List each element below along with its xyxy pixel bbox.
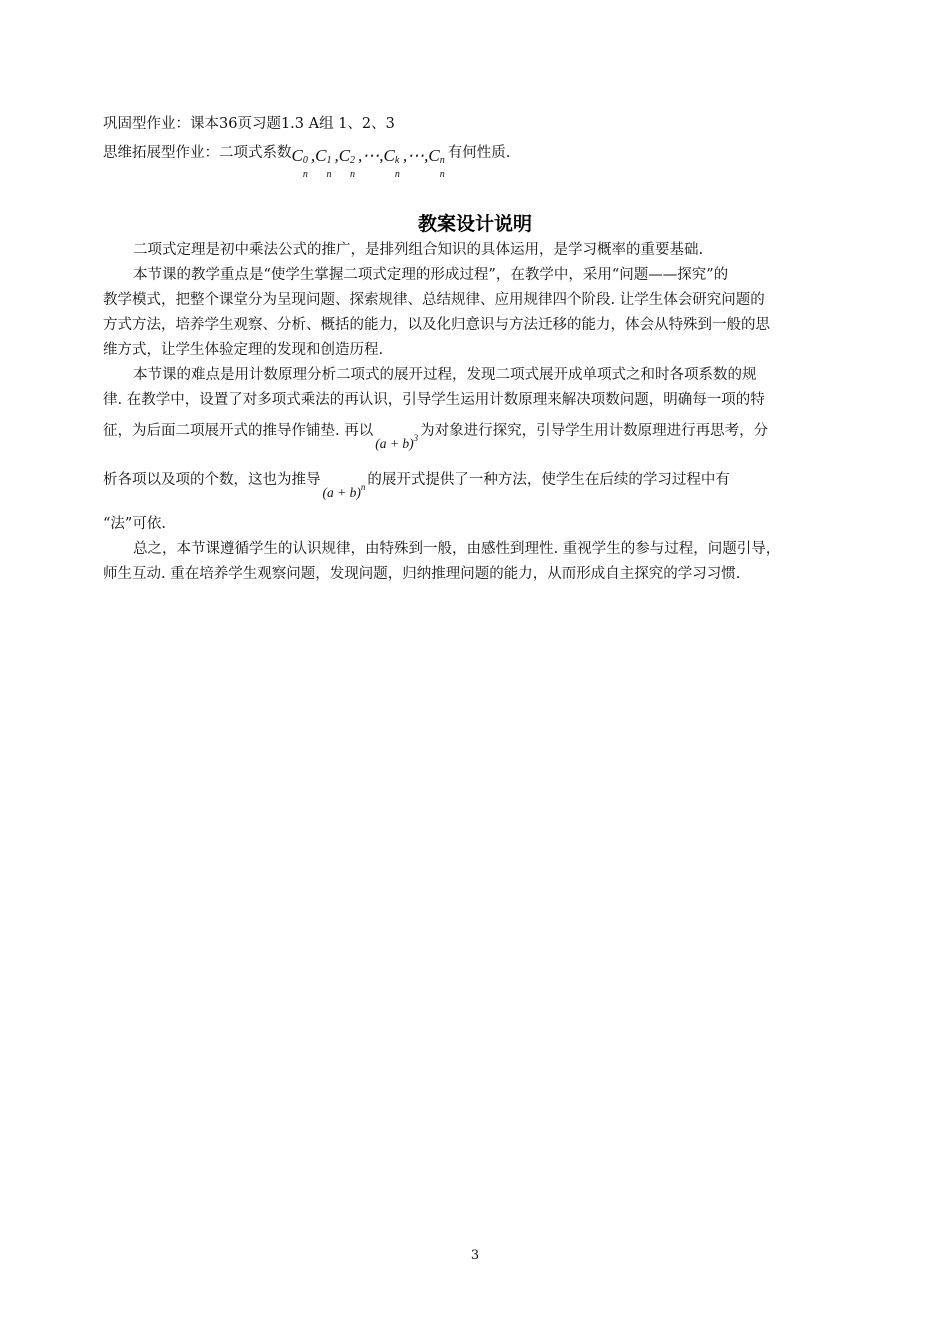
homework-consolidation: 巩固型作业：课本36页习题1.3 A组 1、2、3 [103, 116, 395, 132]
n-exponent: n [360, 482, 366, 492]
binomial-coefficient-sequence: C 0 n ,C 1 n ,C 2 n ,⋯,C k n ,⋯,C n n [291, 146, 445, 180]
paragraph-3-line-2: 律. 在教学中，设置了对多项式乘法的再认识，引导学生运用计数原理来解决项数问题，明确每一项的特 [103, 392, 765, 408]
expression-a-plus-b-to-n: $(a + b)^n$ [322, 482, 366, 500]
paragraph-4-line-1: 总之，本节课遵循学生的认识规律，由特殊到一般，由感性到理性. 重视学生的参与过程，问题引导， [133, 541, 781, 557]
homework-extension-prefix: 思维拓展型作业：二项式系数 [103, 145, 292, 161]
paragraph-3-line-3 [103, 415, 769, 451]
homework-extension-suffix: 有何性质. [447, 145, 511, 161]
paragraph-4-line-2: 师生互动. 重在培养学生观察问题，发现问题，归纳推理问题的能力，从而形成自主探究的学习习惯. [103, 566, 741, 582]
paragraph-3-line-4-start: 析各项以及项的个数，这也为推导 [103, 472, 321, 488]
paragraph-2-line-2: 教学模式，把整个课堂分为呈现问题、探索规律、总结规律、应用规律四个阶段. 让学生体会研究问题的 [103, 292, 765, 308]
expression-a-plus-b-cubed: $(a + b)^3$ [375, 433, 419, 451]
homework-extension [103, 142, 511, 180]
paragraph-3-line-3-start: 征，为后面二项展开式的推导作铺垫. 再以 [103, 423, 374, 439]
paragraph-3-line-4-end: 的展开式提供了一种方法，使学生在后续的学习过程中有 [367, 472, 730, 488]
paragraph-2-line-1: 本节课的教学重点是“使学生掌握二项式定理的形成过程”，在教学中，采用“问题——探究”的 [133, 267, 729, 283]
paragraph-3-line-1: 本节课的难点是用计数原理分析二项式的展开过程，发现二项式展开成单项式之和时各项系数的规 [133, 367, 757, 383]
paragraph-2-line-3: 方式方法，培养学生观察、分析、概括的能力，以及化归意识与方法迁移的能力，体会从特殊到一般的思 [103, 317, 770, 333]
paragraph-1-line-1: 二项式定理是初中乘法公式的推广，是排列组合知识的具体运用，是学习概率的重要基础. [133, 242, 704, 258]
page-number: 3 [470, 1248, 480, 1263]
paragraph-2-line-4: 维方式，让学生体验定理的发现和创造历程. [103, 342, 384, 358]
paragraph-3-line-4 [103, 464, 730, 500]
paragraph-3-line-3-end: 为对象进行探究，引导学生用计数原理进行再思考，分 [420, 423, 769, 439]
section-title: 教案设计说明 [417, 213, 532, 235]
paragraph-3-line-5: “法”可依. [103, 516, 166, 532]
cube-exponent: 3 [413, 433, 419, 443]
